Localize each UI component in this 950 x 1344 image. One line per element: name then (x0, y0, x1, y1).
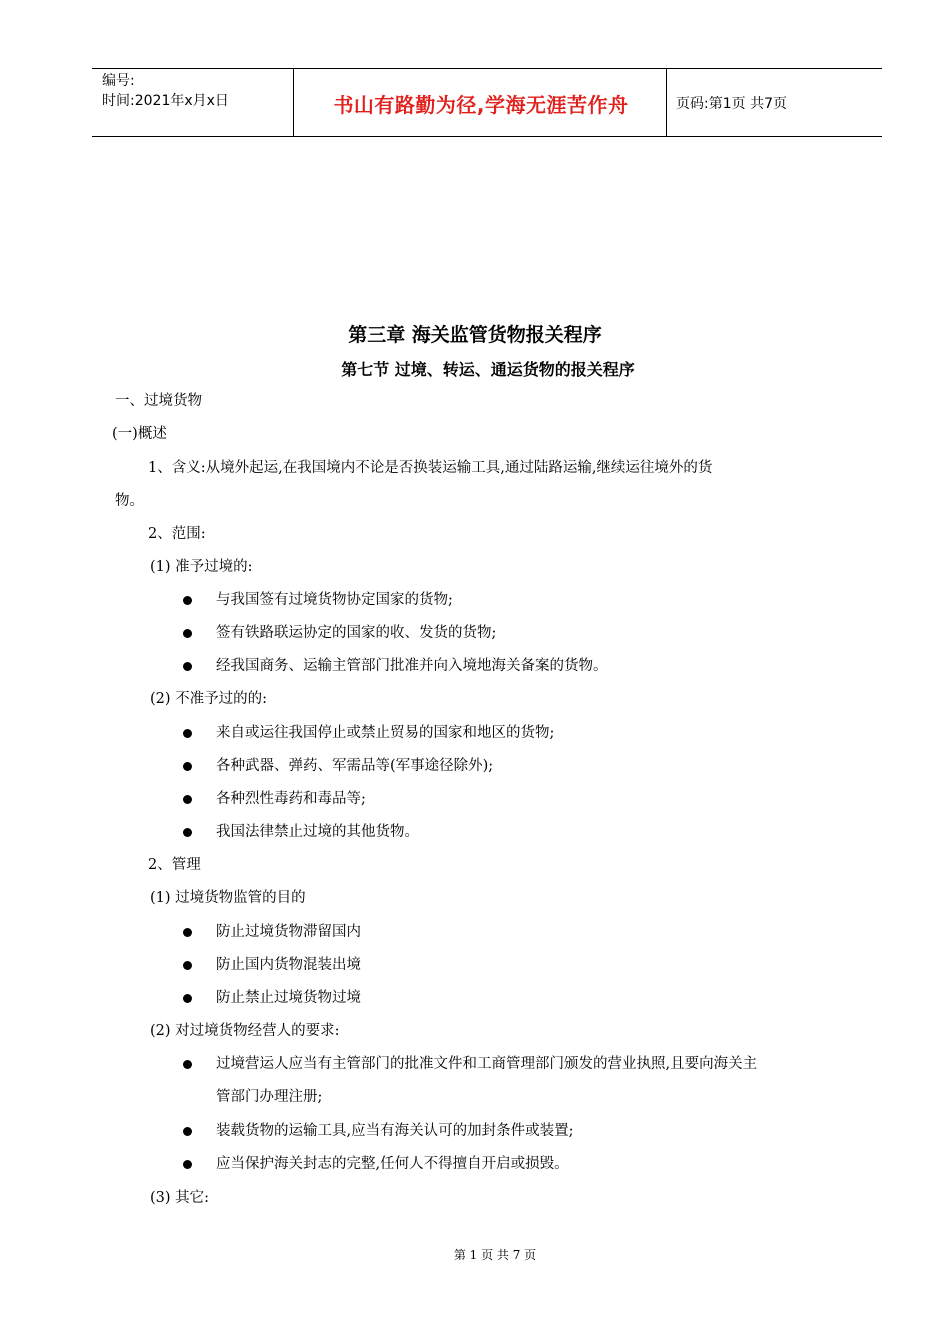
list-item: 防止过境货物滞留国内 (216, 924, 361, 940)
bullet-icon (183, 762, 192, 771)
list-item: 签有铁路联运协定的国家的收、发货的货物; (216, 625, 497, 641)
list-item: 各种武器、弹药、军需品等(军事途径除外); (216, 758, 494, 774)
bullet-icon (183, 795, 192, 804)
list-item: 装载货物的运输工具,应当有海关认可的加封条件或装置; (216, 1123, 574, 1139)
bullet-icon (183, 629, 192, 638)
list-item: 我国法律禁止过境的其他货物。 (216, 824, 419, 840)
header-motto: 书山有路勤为径,学海无涯苦作舟 (333, 93, 629, 117)
paragraph-definition-cont: 物。 (115, 493, 144, 509)
time-label: 时间:2021年x月x日 (102, 93, 229, 109)
subheading-not-allowed: (2) 不准予过的的: (150, 691, 268, 707)
header-meta (102, 71, 229, 111)
bullet-icon (183, 729, 192, 738)
list-item: 应当保护海关封志的完整,任何人不得擅自开启或损毁。 (216, 1156, 569, 1172)
section-title: 第七节 过境、转运、通运货物的报关程序 (341, 360, 635, 379)
heading-management: 2、管理 (148, 857, 201, 873)
list-item: 防止禁止过境货物过境 (216, 990, 361, 1006)
bullet-icon (183, 1060, 192, 1069)
bullet-icon (183, 1160, 192, 1169)
bullet-icon (183, 961, 192, 970)
list-item-cont: 管部门办理注册; (216, 1089, 323, 1105)
heading-transit-goods: 一、过境货物 (115, 393, 202, 409)
header-page-info: 页码:第1页 共7页 (676, 96, 787, 112)
list-item: 过境营运人应当有主管部门的批准文件和工商管理部门颁发的营业执照,且要向海关主 (216, 1056, 758, 1072)
bullet-icon (183, 596, 192, 605)
list-item: 来自或运往我国停止或禁止贸易的国家和地区的货物; (216, 725, 555, 741)
number-label: 编号: (102, 73, 135, 89)
subheading-allowed: (1) 准予过境的: (150, 559, 253, 575)
document-header (92, 68, 882, 137)
bullet-icon (183, 928, 192, 937)
page-footer (0, 1246, 950, 1263)
subheading-other: (3) 其它: (150, 1190, 210, 1206)
subheading-purpose: (1) 过境货物监管的目的 (150, 890, 306, 906)
bullet-icon (183, 662, 192, 671)
heading-scope: 2、范围: (148, 526, 206, 542)
chapter-title: 第三章 海关监管货物报关程序 (348, 324, 602, 346)
list-item: 与我国签有过境货物协定国家的货物; (216, 592, 453, 608)
bullet-icon (183, 1127, 192, 1136)
list-item: 经我国商务、运输主管部门批准并向入境地海关备案的货物。 (216, 658, 608, 674)
footer-page-number: 第 1 页 共 7 页 (453, 1248, 537, 1262)
subheading-operator-requirements: (2) 对过境货物经营人的要求: (150, 1023, 340, 1039)
bullet-icon (183, 994, 192, 1003)
heading-overview: (一)概述 (112, 426, 167, 442)
list-item: 防止国内货物混装出境 (216, 957, 361, 973)
paragraph-definition: 1、含义:从境外起运,在我国境内不论是否换装运输工具,通过陆路运输,继续运往境外的货 (148, 460, 713, 476)
list-item: 各种烈性毒药和毒品等; (216, 791, 366, 807)
bullet-icon (183, 828, 192, 837)
